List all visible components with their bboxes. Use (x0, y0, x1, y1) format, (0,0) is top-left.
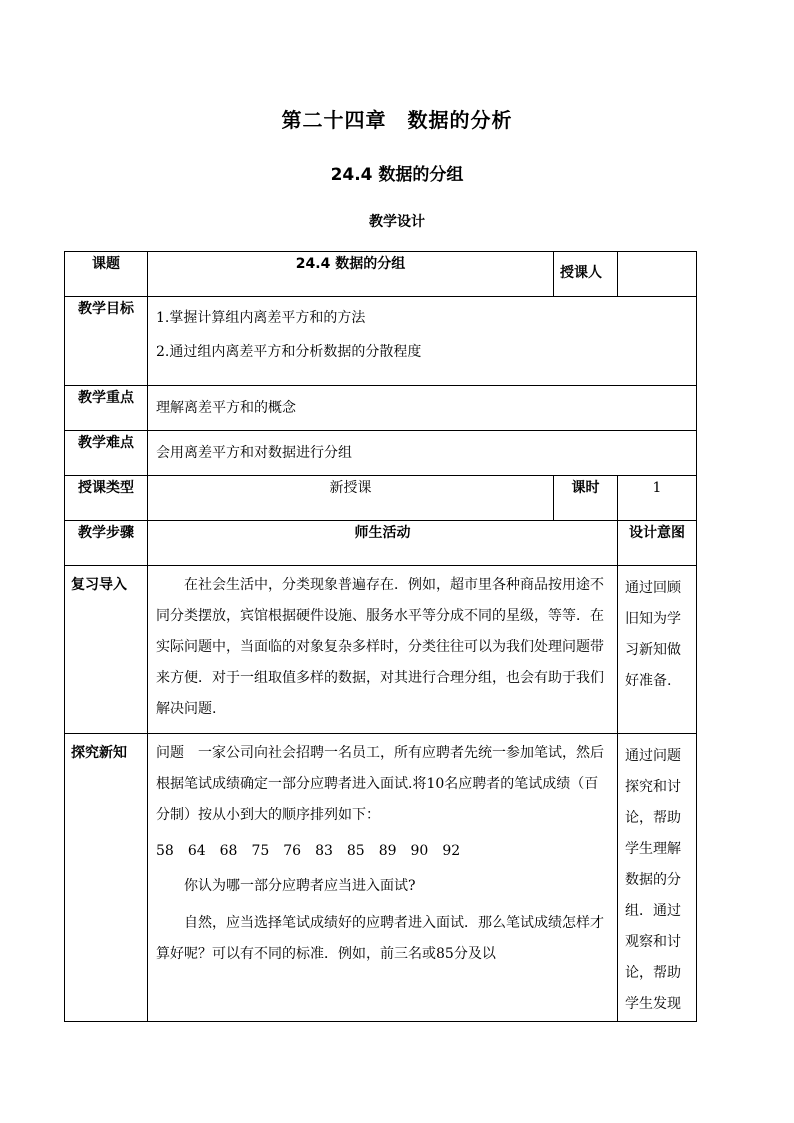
hours-label: 课时 (554, 476, 618, 521)
difficulty-value: 会用离差平方和对数据进行分组 (148, 431, 697, 476)
lesson-plan-table (64, 251, 697, 1022)
problem-text: 问题 一家公司向社会招聘一名员工，所有应聘者先统一参加笔试，然后根据笔试成绩确定一部分应聘者进入面试.将10名应聘者的笔试成绩（百分制）按从小到大的顺序排列如下： (156, 745, 604, 823)
explore-content (148, 734, 618, 1022)
review-intent: 通过回顾旧知为学习新知做好准备. (625, 580, 681, 689)
row-review (65, 566, 697, 734)
topic-value: 24.4 数据的分组 (148, 252, 554, 297)
explore-intent-cell (618, 734, 697, 1022)
row-lesson-type (65, 476, 697, 521)
chapter-title: 第二十四章 数据的分析 (281, 108, 513, 132)
question-text: 你认为哪一部分应聘者应当进入面试? (184, 878, 416, 894)
review-label: 复习导入 (65, 566, 148, 734)
row-difficulty (65, 431, 697, 476)
section-title: 24.4 数据的分组 (330, 165, 464, 185)
document-label: 教学设计 (369, 214, 425, 230)
goals-label: 教学目标 (65, 297, 148, 386)
goal-item: 1.掌握计算组内离差平方和的方法 (156, 310, 366, 326)
intent-label: 设计意图 (618, 521, 697, 566)
row-goals (65, 297, 697, 386)
explore-label: 探究新知 (65, 734, 148, 1022)
activity-label: 师生活动 (148, 521, 618, 566)
row-key-points (65, 386, 697, 431)
key-points-label: 教学重点 (65, 386, 148, 431)
teacher-label: 授课人 (554, 252, 618, 297)
steps-label: 教学步骤 (65, 521, 148, 566)
review-text: 在社会生活中，分类现象普遍存在．例如，超市里各种商品按用途不同分类摆放，宾馆根据硬件设施、服务水平等分成不同的星级，等等．在实际问题中，当面临的对象复杂多样时，分类往往可以为我们处理问题带来方便．对于一组取值多样的数据，对其进行合理分组，也会有助于我们解决问题. (156, 577, 604, 717)
key-points-value: 理解离差平方和的概念 (148, 386, 697, 431)
explore-intent: 通过问题探究和讨论，帮助学生理解数据的分组．通过观察和讨论，帮助学生发现 (625, 748, 681, 1012)
teacher-value (618, 252, 697, 297)
lesson-type-value: 新授课 (148, 476, 554, 521)
answer-text: 自然，应当选择笔试成绩好的应聘者进入面试．那么笔试成绩怎样才算好呢？可以有不同的标准．例如，前三名或85分及以 (156, 915, 604, 962)
row-explore (65, 734, 697, 1022)
review-intent-cell (618, 566, 697, 734)
hours-value: 1 (618, 476, 697, 521)
scores-list: 58 64 68 75 76 83 85 89 90 92 (156, 843, 461, 859)
goal-item: 2.通过组内离差平方和分析数据的分散程度 (156, 344, 422, 360)
row-steps-header (65, 521, 697, 566)
goals-content (148, 297, 697, 386)
row-topic (65, 252, 697, 297)
lesson-type-label: 授课类型 (65, 476, 148, 521)
difficulty-label: 教学难点 (65, 431, 148, 476)
review-content (148, 566, 618, 734)
topic-label: 课题 (65, 252, 148, 297)
